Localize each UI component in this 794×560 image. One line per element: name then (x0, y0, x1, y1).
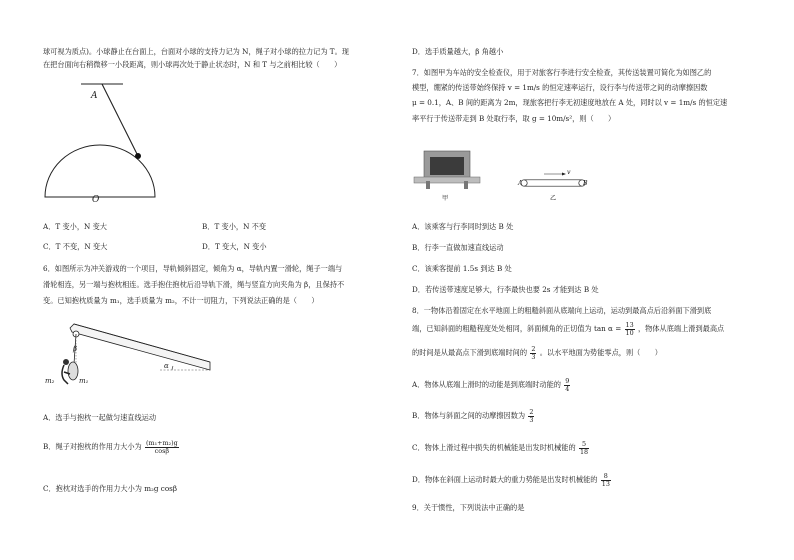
q5-intro-line1: 球可视为质点)。小球静止在台面上，台面对小球的支持力记为 N，绳子对小球的拉力记为 T。现 (43, 47, 349, 56)
q8-option-c-text: C．物体上滑过程中损失的机械能是出发时机械能的 (412, 443, 576, 453)
q7-option-c: C．该乘客提前 1.5s 到达 B 处 (412, 264, 512, 273)
pillow (68, 362, 78, 380)
q8-option-d-num: 8 (601, 473, 611, 481)
ball (135, 153, 141, 159)
q7-label-b: B (583, 180, 588, 187)
q8-option-b-fraction (528, 409, 534, 423)
q8-line2-post: ，物体从底端上滑到最高点 (637, 324, 725, 334)
q8-tan-fraction (625, 322, 635, 336)
q9-line1: 9．关于惯性，下列说法中正确的是 (412, 503, 525, 512)
q5-label-o: O (92, 195, 100, 205)
q6-line3: 变。已知抱枕质量为 m₁，选手质量为 m₂，不计一切阻力，下列说法正确的是（ ） (43, 296, 319, 305)
q8-option-a-num: 9 (565, 377, 570, 385)
q6-option-a: A．选手与抱枕一起做匀速直线运动 (43, 413, 157, 422)
q7-label-jia: 甲 (442, 195, 449, 202)
q7-option-b: B．行李一直做加速直线运动 (412, 243, 504, 252)
q8-line3-pre: 的时间是从最高点下滑到底端时间的 (412, 348, 528, 358)
q7-option-d: D．若传送带速度足够大，行李最快也要 2s 才能到达 B 处 (412, 285, 599, 294)
q6-option-b-text: B．绳子对抱枕的作用力大小为 (43, 442, 142, 452)
q7-label-yi: 乙 (550, 195, 557, 202)
q5-label-a: A (91, 91, 98, 101)
q6-label-m1: m₁ (79, 377, 89, 385)
q8-tan-den: 10 (625, 328, 634, 337)
q5-option-d: D．T 变大，N 变小 (202, 242, 267, 251)
q8-line1: 8．一物体沿着固定在水平地面上的粗糙斜面从底端向上运动，运动到最高点后沿斜面下滑到底 (412, 306, 712, 315)
q8-option-d (412, 473, 612, 487)
q7-label-v: v (567, 169, 571, 176)
q7-figure (412, 145, 592, 205)
q8-option-a-text: A．物体从底端上滑时的动能是到底端时动能的 (412, 380, 561, 390)
q5-option-a: A．T 变小，N 变大 (43, 222, 107, 231)
q8-option-c-num: 5 (579, 441, 589, 449)
q8-option-a-den: 4 (565, 384, 570, 393)
q8-option-b-num: 2 (529, 408, 534, 416)
q6-label-alpha: α (164, 362, 169, 370)
q6-figure (40, 322, 220, 392)
q6-line2: 滑轮相连，另一端与抱枕相连。选手抱住抱枕后沿导轨下滑，绳与竖直方向夹角为 β，且保持不 (43, 280, 345, 289)
q5-intro-line2: 在把台面向右稍微移一小段距离，则小球再次处于静止状态时，N 和 T 与之前相比较（ ） (43, 60, 342, 69)
q5-option-c: C．T 不变，N 变大 (43, 242, 108, 251)
q6-option-b-fraction (145, 440, 179, 454)
q8-time-fraction (530, 346, 536, 360)
q7-line1: 7．如图甲为车站的安全检查仪，用于对旅客行李进行安全检查，其传送装置可简化为如图乙的 (412, 68, 712, 77)
q5-option-b: B．T 变小，N 不变 (202, 222, 267, 231)
q7-line4: 率平行于传送带走到 B 处取行李，取 g = 10m/s²，则（ ） (412, 114, 616, 123)
q6-label-m2: m₂ (45, 377, 55, 385)
q8-time-den: 3 (531, 352, 536, 361)
hemisphere (45, 145, 155, 197)
q7-line2: 模型，绷紧的传送带始终保持 v = 1m/s 的恒定速率运行，设行李与传送带之间的动摩擦因数 (412, 83, 708, 92)
q8-line2-pre: 端，已知斜面的粗糙程度处处相同，斜面倾角的正切值为 tan α = (412, 324, 622, 334)
q6-option-c: C．抱枕对选手的作用力大小为 m₂g cosβ (43, 484, 178, 493)
q6-option-b-den: cosβ (154, 446, 170, 455)
q8-option-a-fraction (564, 378, 570, 392)
q8-line3 (412, 346, 662, 360)
q8-option-a (412, 378, 571, 392)
q8-line2 (412, 322, 724, 336)
q5-figure (40, 82, 170, 207)
q8-option-c (412, 441, 590, 455)
q7-label-a: A (518, 180, 523, 187)
q7-option-a: A．该乘客与行李同时到达 B 处 (412, 222, 514, 231)
q6-label-beta: β (73, 345, 78, 353)
q7-line3: μ = 0.1，A、B 间的距离为 2m，现旅客把行李无初速度地放在 A 处，同时以 v = 1m/s 的恒定速 (412, 98, 728, 107)
q6-option-b (43, 440, 180, 454)
q6-line1: 6．如图所示为冲关游戏的一个项目，导轨倾斜固定，倾角为 α，导轨内置一滑轮，绳子一端与 (43, 264, 343, 273)
q8-option-b-text: B．物体与斜面之间的动摩擦因数为 (412, 411, 526, 421)
q8-option-c-den: 18 (579, 447, 589, 456)
conveyor-model (521, 173, 585, 187)
q8-time-num: 2 (531, 345, 536, 353)
q8-option-d-den: 13 (601, 479, 610, 488)
q8-option-b-den: 3 (529, 415, 534, 424)
q8-line3-post: 。以水平地面为势能零点，则（ ） (539, 348, 662, 358)
q8-option-b (412, 409, 535, 423)
q6-option-b-num: (m₁+m₂)g (146, 439, 178, 447)
q8-tan-num: 13 (625, 321, 634, 329)
q8-option-d-fraction (601, 473, 611, 487)
q8-option-c-fraction (579, 441, 589, 455)
security-scanner (414, 151, 480, 189)
q8-option-d-text: D．物体在斜面上运动时最大的重力势能是出发时机械能的 (412, 475, 598, 485)
rail (70, 324, 210, 370)
q6-option-d: D．选手质量越大，β 角越小 (412, 47, 504, 56)
athlete-head (63, 359, 69, 365)
